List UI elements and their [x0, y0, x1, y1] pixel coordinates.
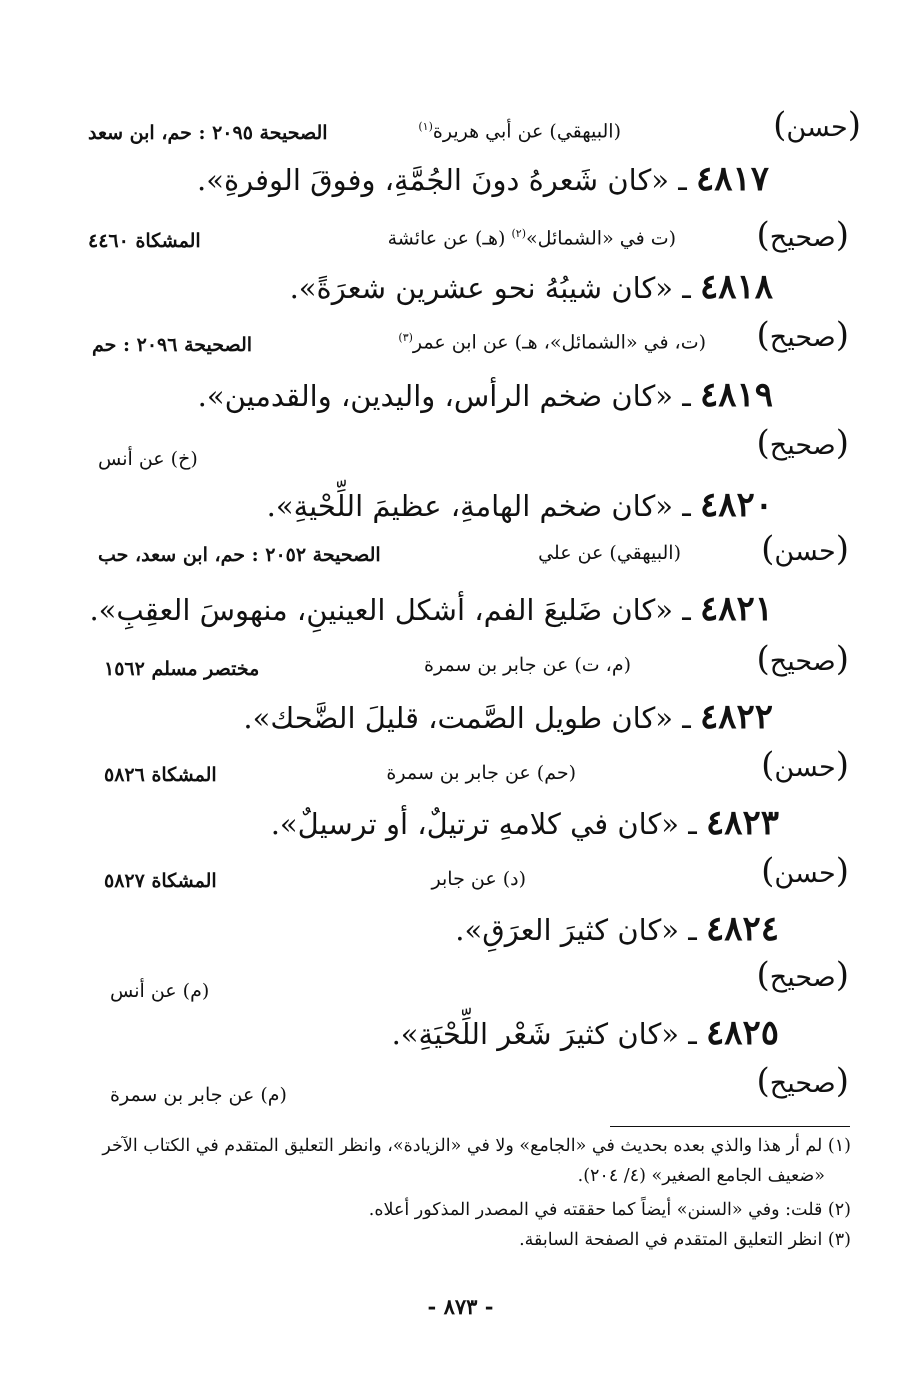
hadith-number: ٤٨١٧ — [695, 159, 769, 199]
hadith-text: «كان شيبُهُ نحو عشرين شعرَةً». — [289, 271, 674, 305]
source-citation: (ت، في «الشمائل»، هـ) عن ابن عمر$^{(٣)}$ — [398, 331, 706, 354]
hadith-number: ٤٨٢٣ — [705, 803, 779, 843]
hadith-line: ٤٨٢٢ ـ «كان طويل الصَّمت، قليلَ الضَّحك». — [243, 697, 773, 737]
hadith-line: ٤٨٢٥ ـ «كان كثيرَ شَعْر اللِّحْيَةِ». — [391, 1013, 779, 1053]
source-citation: (ت في «الشمائل»$^{(٢)}$ (هـ) عن عائشة — [387, 227, 676, 250]
hadith-text: «كان شَعرهُ دونَ الجُمَّةِ، وفوقَ الوفرةِ». — [197, 163, 670, 197]
grade-label: (صحيح) — [756, 1061, 849, 1101]
page-number: - ٨٧٣ - — [427, 1294, 494, 1319]
grade-label: (حسن) — [761, 745, 849, 785]
hadith-number: ٤٨٢٤ — [705, 909, 779, 949]
hadith-number: ٤٨١٨ — [699, 267, 773, 307]
source-citation: (البيهقي) عن علي — [538, 542, 681, 564]
footnote-2: (٢) قلت: وفي «السنن» أيضاً كما حققته في المصدر المذكور أعلاه. — [368, 1200, 851, 1220]
hadith-line: ٤٨٢٠ ـ «كان ضخم الهامةِ، عظيمَ اللِّحْيةِ». — [266, 485, 773, 525]
grade-label: (صحيح) — [756, 639, 849, 679]
hadith-line: ٤٨٢٣ ـ «كان في كلامهِ ترتيلٌ، أو ترسيلٌ». — [270, 803, 779, 843]
source-citation: (البيهقي) عن أبي هريرة$^{(١)}$ — [418, 120, 621, 143]
source-citation: (م) عن أنس — [110, 980, 210, 1002]
hadith-line: ٤٨١٧ ـ «كان شَعرهُ دونَ الجُمَّةِ، وفوقَ الوفرةِ». — [197, 159, 769, 199]
hadith-text: «كان طويل الصَّمت، قليلَ الضَّحك». — [243, 701, 674, 735]
source-citation: (حم) عن جابر بن سمرة — [386, 762, 576, 784]
hadith-line: ٤٨٢٤ ـ «كان كثيرَ العرَقِ». — [455, 909, 779, 949]
hadith-text: «كان كثيرَ العرَقِ». — [455, 913, 680, 947]
grade-label: (صحيح) — [756, 315, 849, 355]
hadith-number: ٤٨٢٢ — [699, 697, 773, 737]
footnote-1: (١) لم أر هذا والذي بعده بحديث في «الجامع» ولا في «الزيادة»، وانظر التعليق المتقدم في الكتاب الآخر — [102, 1136, 851, 1156]
reference-note: المشكاة ٤٤٦٠ — [88, 230, 201, 252]
grade-label: (صحيح) — [756, 423, 849, 463]
grade-label: (حسن) — [761, 529, 849, 569]
source-citation: (م) عن جابر بن سمرة — [110, 1084, 287, 1106]
hadith-number: ٤٨٢١ — [699, 589, 773, 629]
reference-note: المشكاة ٥٨٢٧ — [104, 870, 217, 892]
grade-label: (صحيح) — [756, 955, 849, 995]
hadith-text: «كان ضخم الهامةِ، عظيمَ اللِّحْيةِ». — [266, 489, 674, 523]
reference-note: مختصر مسلم ١٥٦٢ — [104, 658, 260, 680]
source-citation: (م، ت) عن جابر بن سمرة — [423, 654, 631, 676]
hadith-text: «كان كثيرَ شَعْر اللِّحْيَةِ». — [391, 1017, 680, 1051]
hadith-line: ٤٨٢١ ـ «كان ضَليعَ الفم، أشكل العينينِ، منهوسَ العقِبِ». — [89, 589, 773, 629]
hadith-line: ٤٨١٩ ـ «كان ضخم الرأس، واليدين، والقدمين». — [197, 375, 773, 415]
footnote-divider — [610, 1126, 850, 1127]
reference-note: الصحيحة ٢٠٩٥ : حم، ابن سعد — [88, 122, 328, 144]
hadith-line: ٤٨١٨ ـ «كان شيبُهُ نحو عشرين شعرَةً». — [289, 267, 773, 307]
hadith-number: ٤٨١٩ — [699, 375, 773, 415]
source-citation: (خ) عن أنس — [98, 448, 198, 470]
grade-label: (حسن) — [761, 851, 849, 891]
grade-label: (صحيح) — [756, 215, 849, 255]
source-citation: (د) عن جابر — [431, 868, 526, 890]
footnote-3: (٣) انظر التعليق المتقدم في الصفحة السابقة. — [519, 1230, 851, 1250]
hadith-text: «كان ضخم الرأس، واليدين، والقدمين». — [197, 379, 674, 413]
grade-label: (حسن) — [773, 105, 861, 145]
hadith-text: «كان في كلامهِ ترتيلٌ، أو ترسيلٌ». — [270, 807, 680, 841]
hadith-text: «كان ضَليعَ الفم، أشكل العينينِ، منهوسَ العقِبِ». — [89, 593, 674, 627]
reference-note: المشكاة ٥٨٢٦ — [104, 764, 217, 786]
reference-note: الصحيحة ٢٠٩٦ : حم — [92, 334, 253, 356]
hadith-number: ٤٨٢٠ — [699, 485, 773, 525]
reference-note: الصحيحة ٢٠٥٢ : حم، ابن سعد، حب — [98, 544, 381, 566]
footnote-1-continued: «ضعيف الجامع الصغير» (٤/ ٢٠٤). — [577, 1166, 825, 1186]
hadith-number: ٤٨٢٥ — [705, 1013, 779, 1053]
